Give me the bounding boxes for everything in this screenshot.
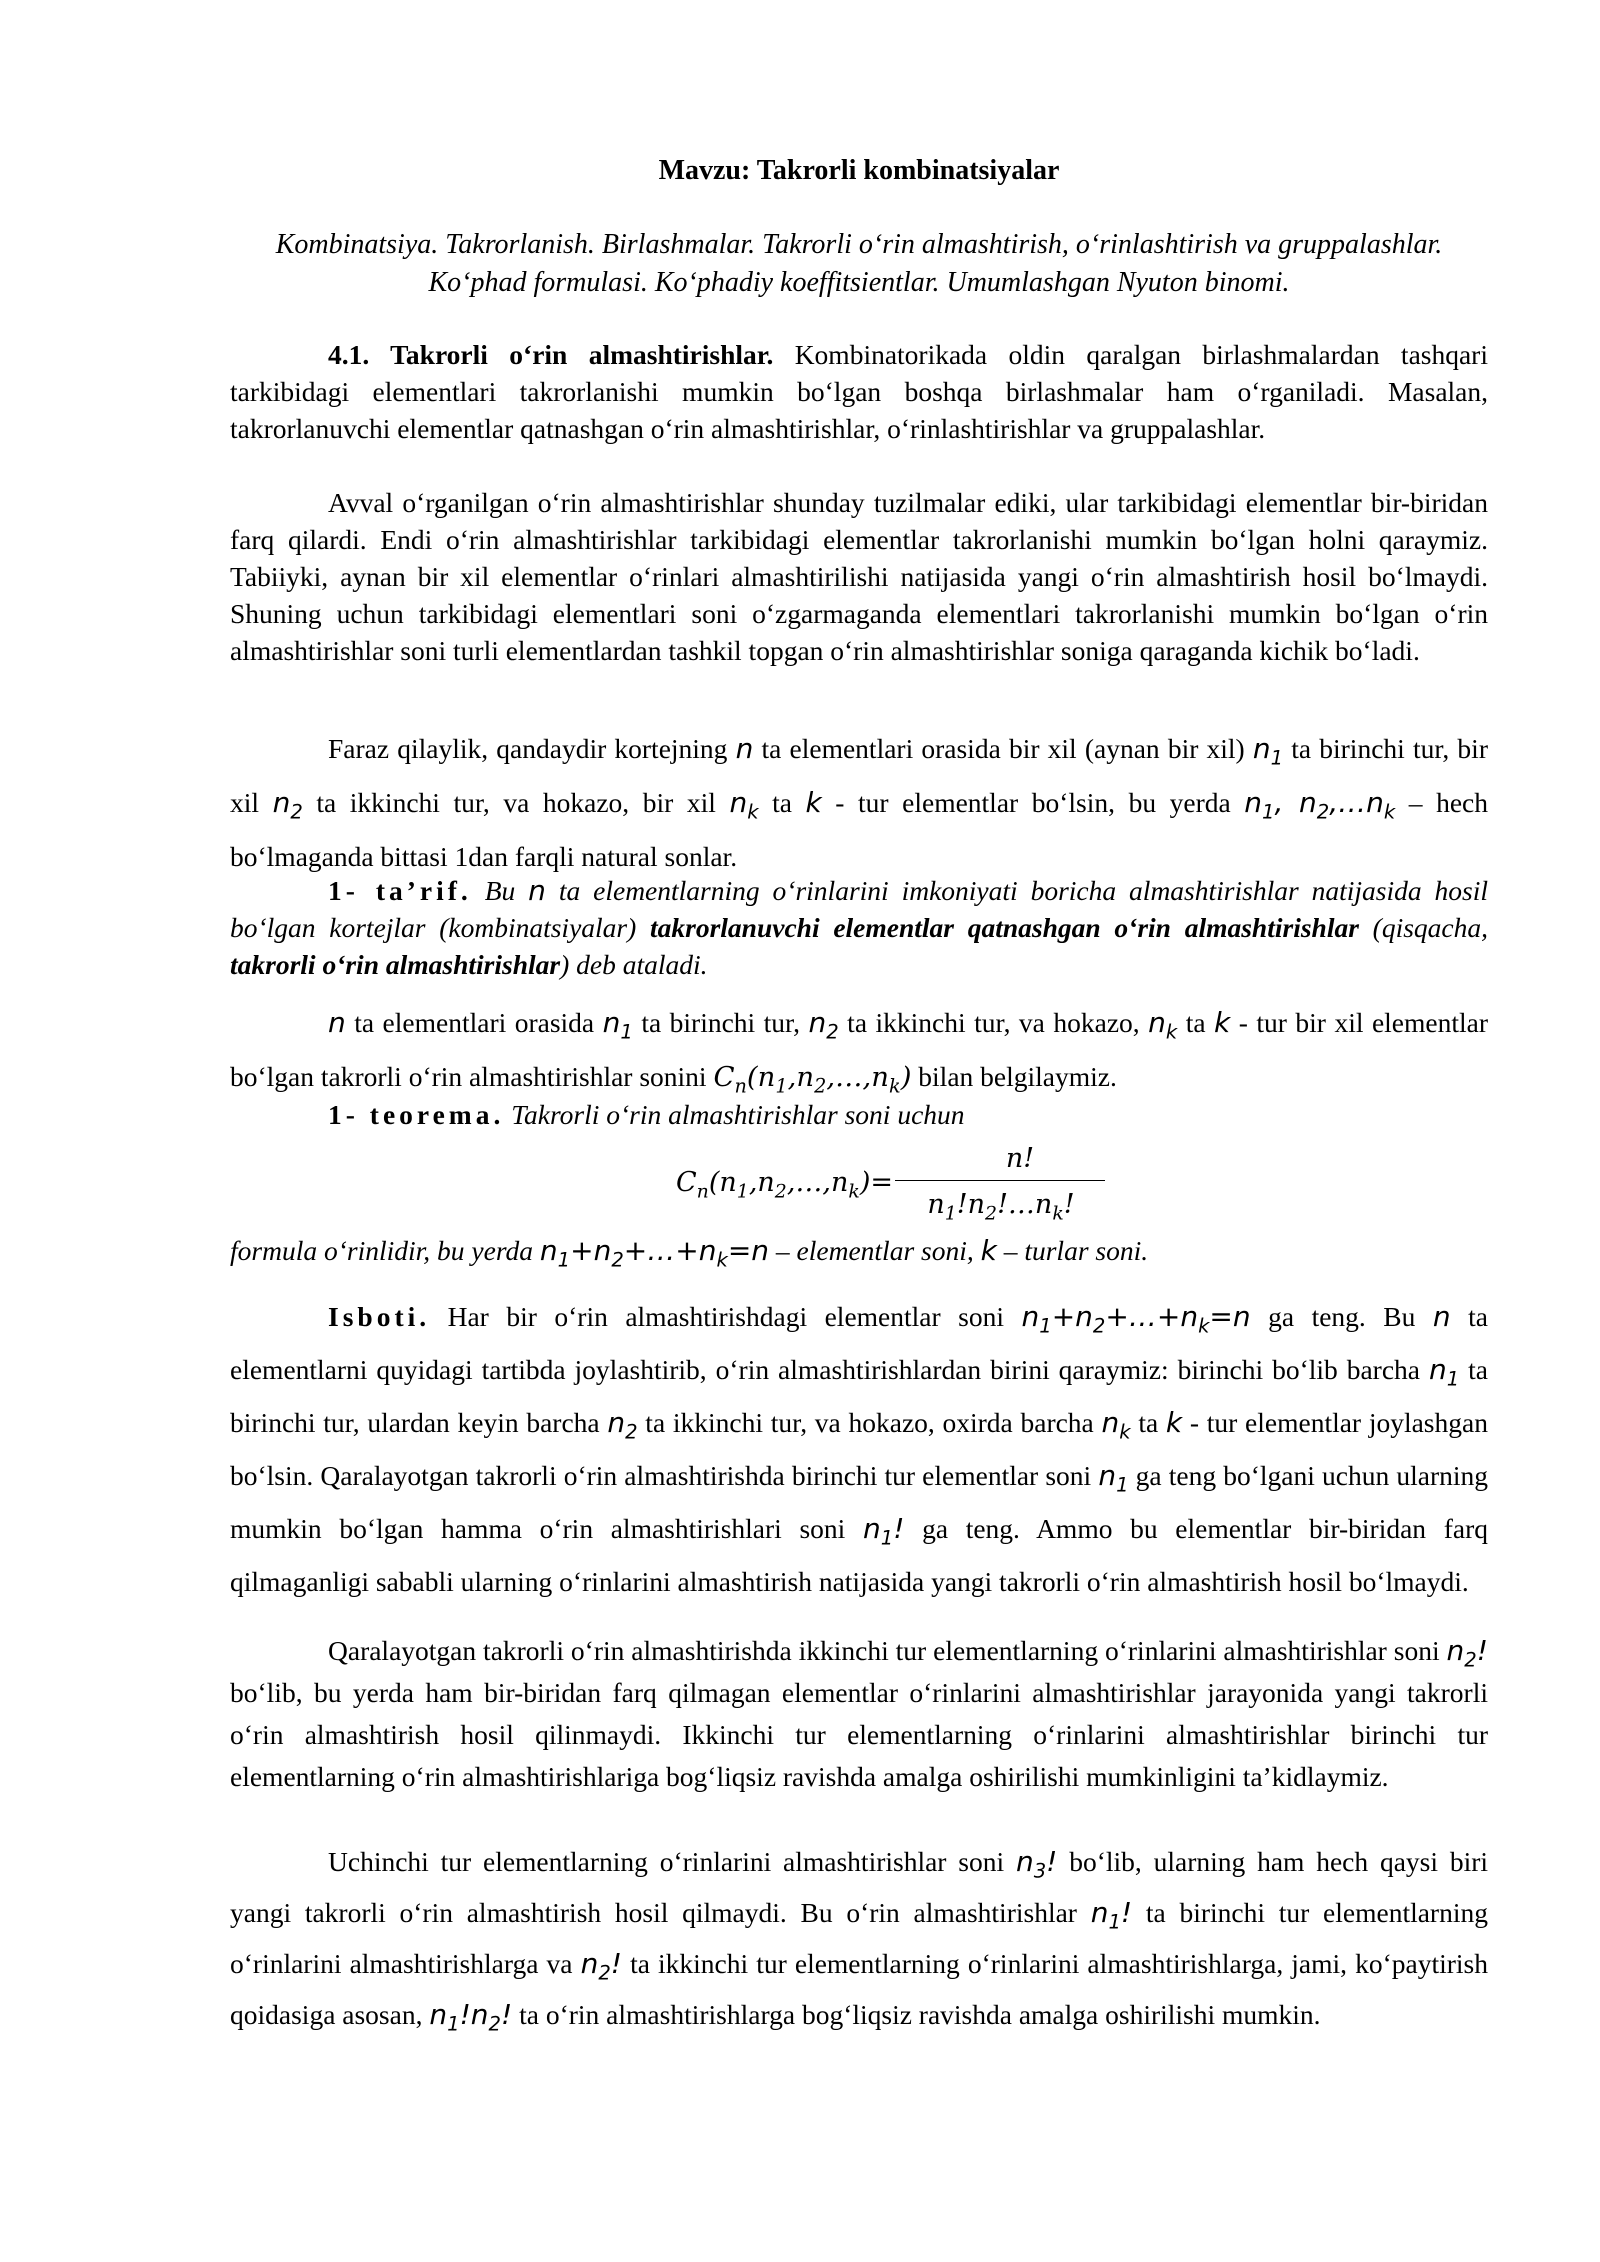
formula-numerator: n! (1005, 1143, 1035, 1174)
formula-explanation: formula o‘rinlidir, bu yerda $n_1+n_2+\dots+n_k=n$ – elementlar soni, k – turlar soni. (230, 1234, 1149, 1272)
paragraph-notation: n ta elementlari orasida $n_1$ ta birinchi tur, $n_2$ ta ikkinchi tur, va hokazo, $n_k$ ta k - tur bir xil elementlar bo‘lgan takrorli o‘rin almashtirishlar sonini $C_n(n_1,n_2,\dots,n_k)$ bilan belgilaymiz. (230, 1006, 1488, 1098)
formula-lhs: $C_n(n_1,n_2,\dots,n_k)=$ (676, 1167, 894, 1203)
proof-paragraph: Isboti. Har bir o‘rin almashtirishdagi elementlar soni $n_1+n_2+\dots+n_k=n$ ga teng. Bu n ta elementlarni quyidagi tartibda joylashtirib, o‘rin almashtirishlardan birini qaraymiz: birinchi bo‘lib barcha $n_1$ ta birinchi tur, ulardan keyin barcha $n_2$ ta ikkinchi tur, va hokazo, oxirda barcha $n_k$ ta k - tur elementlar joylashgan bo‘lsin. Qaralayotgan takrorli o‘rin almashtirishda birinchi tur elementlar soni $n_1$ ga teng bo‘lgani uchun ularning mumkin bo‘lgan hamma o‘rin almashtirishlari soni $n_1$! ga teng. Ammo bu elementlar bir-biridan farq qilmaganligi sababli ularning o‘rinlarini almashtirish natijasida yangi takrorli o‘rin almashtirish hosil bo‘lmaydi. (230, 1300, 1489, 1597)
keywords-subtitle: Kombinatsiya. Takrorlanish. Birlashmalar. Takrorli o‘rin almashtirish, o‘rinlashtirish va gruppalashlar. Ko‘phad formulasi. Ko‘phadiy koeffitsientlar. Umumlashgan Nyuton binomi. (275, 229, 1443, 298)
paragraph-third-type: Uchinchi tur elementlarning o‘rinlarini almashtirishlar soni $n_3$! bo‘lib, ularning ham hech qaysi biri yangi takrorli o‘rin almashtirish hosil qilmaydi. Bu o‘rin almashtirishlar $n_1$! ta birinchi tur elementlarning o‘rinlarini almashtirishlarga va $n_2$! ta ikkinchi tur elementlarning o‘rinlarini almashtirishlarga, jami, ko‘paytirish qoidasiga asosan, $n_1!n_2$! ta o‘rin almashtirishlarga bog‘liqsiz ravishda amalga oshirilishi mumkin. (230, 1845, 1489, 2036)
paragraph-background: Avval o‘rganilgan o‘rin almashtirishlar shunday tuzilmalar ediki, ular tarkibidagi elementlar bir-biridan farq qilardi. Endi o‘rin almashtirishlar tarkibidagi elementlar takrorlanishi mumkin bo‘lgan holni qaraymiz. Tabiiyki, aynan bir xil elementlar o‘rinlari almashtirilishi natijasida yangi o‘rin almashtirish hosil bo‘lmaydi. Shuning uchun tarkibidagi elementlari soni o‘zgarmaganda elementlari takrorlanishi mumkin bo‘lgan o‘rin almashtirishlar soni turli elementlardan tashkil topgan o‘rin almashtirishlar soniga qaraganda kichik bo‘ladi. (230, 487, 1488, 666)
formula-denominator: $n_1!n_2!\dots n_k$! (927, 1189, 1075, 1225)
theorem-1: 1- teorema. Takrorli o‘rin almashtirishlar soni uchun (328, 1099, 965, 1130)
definition-1: 1- ta’rif. Bu n ta elementlarning o‘rinlarini imkoniyati boricha almashtirishlar natijasida hosil bo‘lgan kortejlar (kombinatsiyalar) takrorlanuvchi elementlar qatnashgan o‘rin almashtirishlar (qisqacha, takrorli o‘rin almashtirishlar) deb ataladi. (230, 874, 1489, 980)
paragraph-intro: 4.1. Takrorli o‘rin almashtirishlar. Kombinatorikada oldin qaralgan birlashmalardan tashqari tarkibidagi elementlari takrorlanishi mumkin bo‘lgan boshqa birlashmalar ham o‘rganiladi. Masalan, takrorlanuvchi elementlar qatnashgan o‘rin almashtirishlar, o‘rinlashtirishlar va gruppalashlar. (230, 339, 1488, 444)
page-title: Mavzu: Takrorli kombinatsiyalar (658, 155, 1060, 186)
paragraph-second-type: Qaralayotgan takrorli o‘rin almashtirishda ikkinchi tur elementlarning o‘rinlarini almashtirishlar soni $n_2$! bo‘lib, bu yerda ham bir-biridan farq qilmagan elementlar o‘rinlarini almashtirishlar jarayonida yangi takrorli o‘rin almashtirish hosil qilinmaydi. Ikkinchi tur elementlarning o‘rinlarini almashtirishlar birinchi tur elementlarning o‘rin almashtirishlariga bog‘liqsiz ravishda amalga oshirilishi mumkinligini ta’kidlaymiz. (230, 1634, 1488, 1792)
permutation-formula (230, 1142, 1488, 1225)
section-heading: 4.1. Takrorli o‘rin almashtirishlar. (328, 339, 774, 370)
fraction-bar (895, 1180, 1105, 1181)
paragraph-assumption: Faraz qilaylik, qandaydir kortejning n ta elementlari orasida bir xil (aynan bir xil) $n_1$ ta birinchi tur, bir xil $n_2$ ta ikkinchi tur, va hokazo, bir xil $n_k$ ta k - tur elementlar bo‘lsin, bu yerda $n_1$, $n_2,\dots n_k$ – hech bo‘lmaganda bittasi 1dan farqli natural sonlar. (230, 732, 1488, 872)
